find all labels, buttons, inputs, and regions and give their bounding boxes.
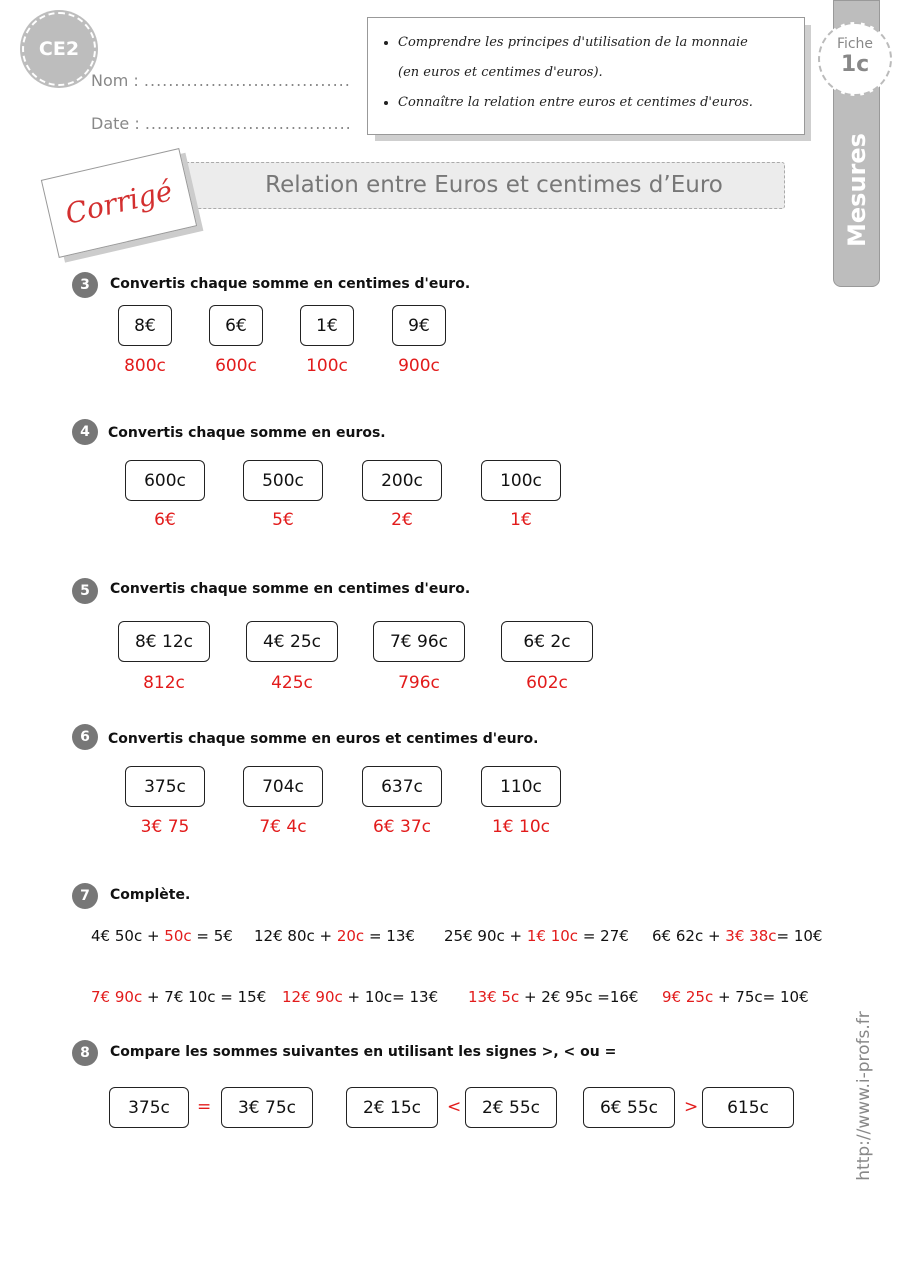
answer: 1€ <box>510 510 532 530</box>
answer: 602c <box>526 673 568 693</box>
objective-2: • Connaître la relation entre euros et centimes d'euros. <box>398 88 804 118</box>
amount-box: 2€ 55c <box>465 1087 557 1128</box>
answer: 900c <box>398 356 440 376</box>
fiche-number: 1c <box>840 52 870 77</box>
date-field <box>91 114 352 133</box>
amount-box: 615c <box>702 1087 794 1128</box>
answer: 13€ 5c <box>468 988 520 1006</box>
comparison-sign: < <box>447 1097 462 1117</box>
name-dots: .................................. <box>143 71 351 90</box>
objectives-box <box>367 17 805 135</box>
equation: 6€ 62c + 3€ 38c= 10€ <box>652 927 823 945</box>
answer: 7€ 90c <box>91 988 143 1006</box>
answer: 7€ 4c <box>259 817 307 837</box>
answer: 5€ <box>272 510 294 530</box>
amount-box: 375c <box>109 1087 189 1128</box>
answer: 6€ 37c <box>372 817 431 837</box>
exercise-number: 8 <box>72 1040 98 1066</box>
section-tab-label: Mesures <box>843 133 871 247</box>
source-url: http://www.i-profs.fr <box>854 1011 874 1181</box>
answer: 800c <box>124 356 166 376</box>
amount-box: 500c <box>243 460 323 501</box>
amount-box: 4€ 25c <box>246 621 338 662</box>
amount-box: 3€ 75c <box>221 1087 313 1128</box>
exercise-instruction: Complète. <box>110 887 191 903</box>
amount-box: 9€ <box>392 305 446 346</box>
answer: 600c <box>215 356 257 376</box>
exercise-number: 6 <box>72 724 98 750</box>
date-dots: .................................. <box>144 114 352 133</box>
answer: 9€ 25c <box>662 988 714 1006</box>
stamp-text: Corrigé <box>62 174 176 231</box>
amount-box: 6€ 55c <box>583 1087 675 1128</box>
answer: 12€ 90c <box>282 988 343 1006</box>
answer: 796c <box>398 673 440 693</box>
name-label: Nom : <box>91 71 139 90</box>
answer: 20c <box>336 927 365 945</box>
amount-box: 704c <box>243 766 323 807</box>
answer: 2€ <box>391 510 413 530</box>
exercise-number: 4 <box>72 419 98 445</box>
comparison-sign: > <box>684 1097 699 1117</box>
amount-box: 2€ 15c <box>346 1087 438 1128</box>
amount-box: 110c <box>481 766 561 807</box>
amount-box: 7€ 96c <box>373 621 465 662</box>
amount-box: 6€ 2c <box>501 621 593 662</box>
equation: 9€ 25c + 75c= 10€ <box>662 988 809 1006</box>
title-bar <box>183 162 785 209</box>
exercise-instruction: Convertis chaque somme en euros et centimes d'euro. <box>108 731 539 747</box>
date-label: Date : <box>91 114 140 133</box>
amount-box: 8€ 12c <box>118 621 210 662</box>
amount-box: 100c <box>481 460 561 501</box>
equation: 12€ 80c + 20c = 13€ <box>254 927 415 945</box>
exercise-number: 3 <box>72 272 98 298</box>
equation: 7€ 90c + 7€ 10c = 15€ <box>91 988 267 1006</box>
objective-1: • Comprendre les principes d'utilisation de la monnaie (en euros et centimes d'euros). <box>398 28 804 88</box>
fiche-label: Fiche <box>836 36 874 52</box>
exercise-instruction: Convertis chaque somme en centimes d'euro. <box>110 276 471 292</box>
answer: 100c <box>306 356 348 376</box>
answer: 3€ 38c <box>725 927 777 945</box>
amount-box: 1€ <box>300 305 354 346</box>
corrige-stamp <box>41 148 197 258</box>
equation: 12€ 90c + 10c= 13€ <box>282 988 439 1006</box>
amount-box: 8€ <box>118 305 172 346</box>
amount-box: 375c <box>125 766 205 807</box>
level-badge: CE2 <box>22 12 96 86</box>
exercise-instruction: Compare les sommes suivantes en utilisant les signes >, < ou = <box>110 1044 617 1060</box>
equation: 25€ 90c + 1€ 10c = 27€ <box>444 927 629 945</box>
answer: 1€ 10c <box>526 927 579 945</box>
answer: 812c <box>143 673 185 693</box>
fiche-badge <box>818 22 892 96</box>
answer: 425c <box>271 673 313 693</box>
answer: 50c <box>164 927 192 945</box>
exercise-instruction: Convertis chaque somme en euros. <box>108 425 386 441</box>
amount-box: 6€ <box>209 305 263 346</box>
exercise-number: 5 <box>72 578 98 604</box>
answer: 3€ 75 <box>140 817 190 837</box>
amount-box: 637c <box>362 766 442 807</box>
equation: 13€ 5c + 2€ 95c =16€ <box>468 988 639 1006</box>
answer: 1€ 10c <box>491 817 550 837</box>
equation: 4€ 50c + 50c = 5€ <box>91 927 233 945</box>
comparison-sign: = <box>197 1097 212 1117</box>
page-title: Relation entre Euros et centimes d’Euro <box>265 172 723 198</box>
exercise-number: 7 <box>72 883 98 909</box>
exercise-instruction: Convertis chaque somme en centimes d'euro. <box>110 581 471 597</box>
amount-box: 200c <box>362 460 442 501</box>
name-field <box>91 71 351 90</box>
amount-box: 600c <box>125 460 205 501</box>
answer: 6€ <box>154 510 176 530</box>
